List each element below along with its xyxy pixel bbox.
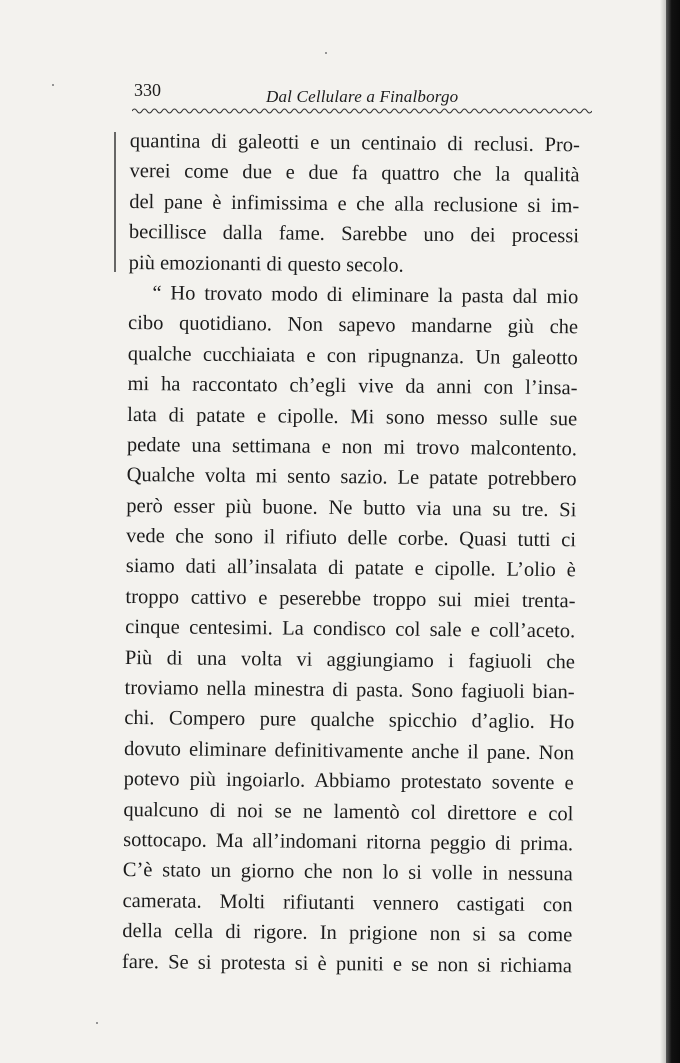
text-line: più emozionanti di questo secolo. [128, 251, 404, 277]
margin-pencil-mark [114, 132, 116, 272]
text-line: potevo più ingoiarlo. Abbiamo protestato sovente e [123, 768, 574, 795]
page-header [132, 80, 592, 106]
paper-speck [52, 84, 54, 86]
paper-speck [325, 52, 327, 54]
text-line: Più di una volta vi aggiungiamo i fagiuoli che [124, 646, 575, 673]
book-binding-edge [666, 0, 680, 1063]
text-line: però esser più buone. Ne butto via una su tre. Si [126, 494, 577, 521]
text-line: cibo quotidiano. Non sapevo mandarne giù che [128, 312, 579, 339]
text-line: chi. Compero pure qualche spicchio d’aglio. Ho [124, 707, 575, 734]
text-line: pedate una settimana e non mi trovo malcontento. [126, 433, 578, 461]
text-line: siamo dati all’insalata di patate e cipolle. L’olio è [125, 555, 576, 582]
text-line: mi ha raccontato ch’egli vive da anni con l’insa- [127, 373, 578, 400]
text-line: C’è stato un giorno che non lo si volle in nessuna [122, 859, 573, 886]
paper-speck [96, 1022, 98, 1024]
text-line: troppo cattivo e peserebbe troppo sui miei trenta- [125, 585, 576, 613]
text-line: “ Ho trovato modo di eliminare la pasta dal mio [152, 282, 579, 309]
text-line: qualche cucchiaiata e con ripugnanza. Un galeotto [127, 342, 578, 370]
text-line: verei come due e due fa quattro che la qualità [129, 160, 580, 187]
text-line: vede che sono il rifiuto delle corbe. Quasi tutti ci [125, 525, 577, 552]
running-title: Dal Cellulare a Finalborgo [266, 87, 459, 106]
text-line: Qualche volta mi sento sazio. Le patate potrebbero [126, 464, 577, 491]
text-line: del pane è infimissima e che alla reclusione si im- [129, 190, 580, 218]
text-line: camerata. Molti rifiutanti vennero castigati con [122, 889, 573, 917]
text-line: fare. Se si protesta si è puniti e se non si richiama [121, 950, 573, 977]
text-line: quantina di galeotti e un centinaio di reclusi. Pro- [129, 129, 580, 157]
decorative-wavy-rule [132, 107, 592, 115]
body-text [122, 126, 580, 981]
text-line: sottocapo. Ma all’indomani ritorna peggio di prima. [123, 828, 574, 856]
text-line: dovuto eliminare definitivamente anche il pane. Non [123, 737, 575, 765]
text-line: becillisce dalla fame. Sarebbe uno dei processi [128, 221, 580, 248]
text-line: qualcuno di noi se ne lamentò col direttore e col [123, 798, 574, 825]
text-line: troviamo nella minestra di pasta. Sono fagiuoli bian- [124, 677, 575, 704]
text-line: lata di patate e cipolle. Mi sono messo sulle sue [127, 403, 578, 430]
text-line: della cella di rigore. In prigione non si sa come [122, 920, 573, 947]
page-number: 330 [134, 80, 161, 100]
text-line: cinque centesimi. La condisco col sale e coll’aceto. [125, 616, 576, 643]
